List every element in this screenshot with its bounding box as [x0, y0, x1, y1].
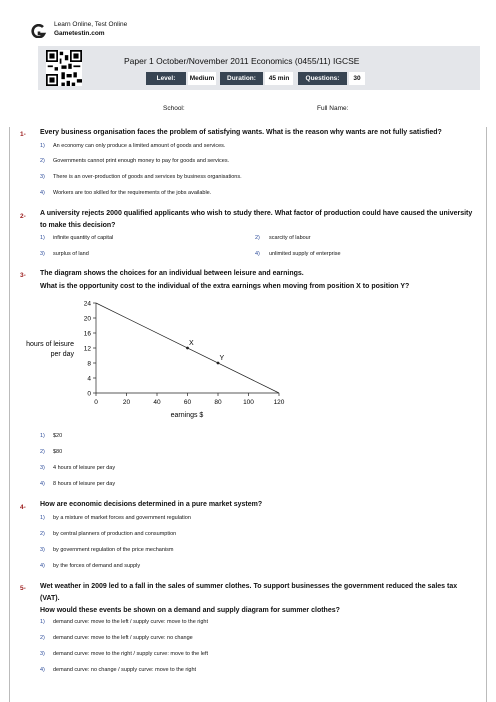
point-label: Y: [219, 355, 225, 362]
full-name-label: Full Name:: [317, 105, 349, 112]
answer-option[interactable]: infinite quantity of capital: [53, 235, 114, 241]
duration-label: Duration:: [220, 72, 263, 85]
option-number: 3): [40, 465, 45, 471]
left-border: [9, 127, 10, 702]
answer-option[interactable]: by central planners of production and consumption: [53, 531, 177, 537]
answer-option[interactable]: demand curve: move to the left / supply curve: no change: [53, 635, 193, 641]
answer-option[interactable]: There is an over-production of goods and services by business organisations.: [53, 174, 242, 180]
questions-label: Questions:: [298, 72, 347, 85]
option-number: 1): [40, 619, 45, 625]
answer-option[interactable]: $80: [53, 449, 63, 455]
x-tick-label: 120: [273, 399, 285, 406]
y-tick-label: 8: [87, 360, 91, 368]
x-tick-label: 100: [243, 399, 254, 406]
answer-option[interactable]: by the forces of demand and supply: [53, 563, 141, 569]
answer-option[interactable]: Workers are too skilled for the requirements of the jobs available.: [53, 190, 212, 196]
y-tick-label: 12: [83, 345, 91, 353]
option-number: 1): [40, 515, 45, 521]
answer-option[interactable]: 4 hours of leisure per day: [53, 465, 116, 471]
question-text-continued: What is the opportunity cost to the individual of the extra earnings when moving from position X to position Y?: [40, 283, 410, 290]
option-number: 4): [255, 251, 260, 257]
option-number: 2): [40, 635, 45, 641]
question-number: 4-: [20, 504, 26, 511]
school-label: School:: [163, 105, 185, 112]
option-number: 2): [40, 449, 45, 455]
question-number: 5-: [20, 585, 26, 592]
option-number: 2): [40, 531, 45, 537]
answer-option[interactable]: Governments cannot print enough money to pay for goods and services.: [53, 158, 230, 164]
question-number: 3-: [20, 272, 26, 279]
x-tick-label: 40: [153, 399, 161, 406]
y-axis-label-line2: per day: [50, 351, 74, 358]
option-number: 4): [40, 563, 45, 569]
level-value: Medium: [188, 72, 216, 85]
option-number: 3): [40, 174, 45, 180]
answer-option[interactable]: by government regulation of the price mechanism: [53, 547, 174, 553]
answer-option[interactable]: An economy can only produce a limited amount of goods and services.: [53, 143, 226, 149]
level-label: Level:: [146, 72, 186, 85]
answer-option[interactable]: 8 hours of leisure per day: [53, 481, 116, 487]
answer-option[interactable]: demand curve: move to the left / supply curve: move to the right: [53, 619, 208, 625]
question-text-continued: (VAT).: [40, 595, 60, 602]
question-number: 2-: [20, 213, 26, 220]
brand-site: Gametestin.com: [54, 30, 105, 37]
point-x: [186, 347, 189, 350]
answer-option[interactable]: scarcity of labour: [269, 235, 311, 241]
option-number: 2): [40, 158, 45, 164]
option-number: 1): [40, 143, 45, 149]
right-border: [486, 127, 487, 702]
qr-code-icon: [46, 50, 82, 86]
question-text: Wet weather in 2009 led to a fall in the sales of summer clothes. To support businesses the government reduced the sales tax: [40, 583, 458, 590]
option-number: 3): [40, 547, 45, 553]
x-tick-label: 20: [122, 399, 131, 406]
duration-value: 45 min: [265, 72, 293, 85]
point-y: [217, 362, 220, 365]
questions-value: 30: [349, 72, 365, 85]
leisure-earnings-chart: [20, 294, 300, 422]
option-number: 4): [40, 481, 45, 487]
question-text-continued: to make this decision?: [40, 222, 116, 229]
answer-option[interactable]: unlimited supply of enterprise: [269, 251, 341, 257]
y-tick-label: 24: [83, 300, 91, 308]
question-text: Every business organisation faces the problem of satisfying wants. What is the reason why wants are not fully satisfied?: [40, 129, 442, 136]
answer-option[interactable]: surplus of land: [53, 251, 89, 257]
question-text: A university rejects 2000 qualified applicants who wish to study there. What factor of production could have caused the university: [40, 210, 473, 217]
option-number: 3): [40, 251, 45, 257]
point-label: X: [189, 340, 194, 347]
option-number: 3): [40, 651, 45, 657]
y-tick-label: 20: [83, 315, 91, 323]
option-number: 4): [40, 190, 45, 196]
question-text: How are economic decisions determined in a pure market system?: [40, 501, 263, 508]
x-tick-label: 0: [94, 399, 98, 406]
answer-option[interactable]: demand curve: move to the right / supply curve: move to the left: [53, 651, 208, 657]
question-text: The diagram shows the choices for an individual between leisure and earnings.: [40, 270, 304, 277]
y-tick-label: 0: [87, 390, 91, 398]
option-number: 1): [40, 433, 45, 439]
brand-tagline: Learn Online, Test Online: [54, 21, 128, 28]
y-tick-label: 16: [83, 330, 91, 338]
y-axis-label-line1: hours of leisure: [26, 341, 74, 348]
x-axis-label: earnings $: [170, 412, 204, 419]
answer-option[interactable]: $20: [53, 433, 63, 439]
x-tick-label: 80: [214, 399, 222, 406]
answer-option[interactable]: demand curve: no change / supply curve: move to the right: [53, 667, 197, 673]
x-tick-label: 60: [183, 399, 192, 406]
question-text-continued: How would these events be shown on a demand and supply diagram for summer clothes?: [40, 607, 340, 614]
option-number: 4): [40, 667, 45, 673]
paper-title: Paper 1 October/November 2011 Economics (0455/11) IGCSE: [124, 56, 360, 66]
option-number: 2): [255, 235, 260, 241]
gametestin-logo-icon: [31, 24, 48, 38]
y-tick-label: 4: [87, 375, 91, 383]
option-number: 1): [40, 235, 45, 241]
answer-option[interactable]: by a mixture of market forces and government regulation: [53, 515, 191, 521]
question-number: 1-: [20, 131, 26, 138]
